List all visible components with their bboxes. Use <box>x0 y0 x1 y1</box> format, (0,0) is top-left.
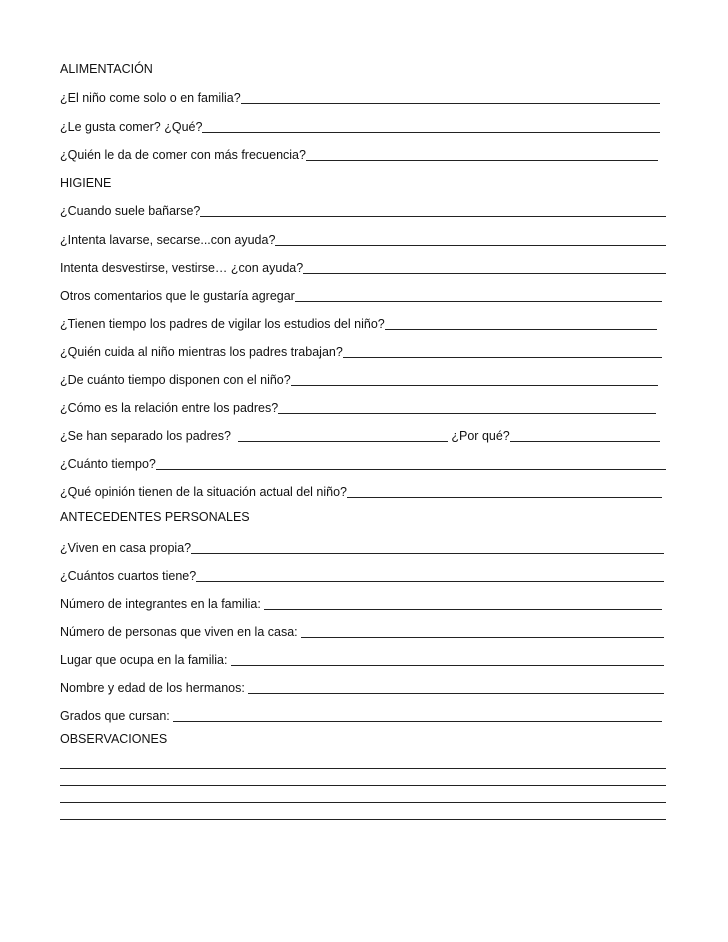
section-heading-antecedentes: ANTECEDENTES PERSONALES <box>60 510 250 524</box>
answer-line[interactable] <box>173 721 662 722</box>
question-row <box>60 453 666 471</box>
question-label: ¿Se han separado los padres? <box>60 429 238 443</box>
question-label: ¿Tienen tiempo los padres de vigilar los estudios del niño? <box>60 317 385 331</box>
answer-line-why[interactable] <box>510 441 660 442</box>
question-row <box>60 257 666 275</box>
question-label: ¿De cuánto tiempo disponen con el niño? <box>60 373 291 387</box>
question-label-why: ¿Por qué? <box>447 429 510 443</box>
question-row <box>60 200 666 218</box>
question-row <box>60 481 662 499</box>
question-row <box>60 677 664 695</box>
question-label: Número de integrantes en la familia: <box>60 597 265 611</box>
answer-line[interactable] <box>306 160 658 161</box>
question-label: Intenta desvestirse, vestirse… ¿con ayuda? <box>60 261 304 275</box>
observations-line[interactable] <box>60 819 666 820</box>
question-row <box>60 285 662 303</box>
question-label: ¿Qué opinión tienen de la situación actual del niño? <box>60 485 348 499</box>
answer-line[interactable] <box>241 103 660 104</box>
answer-line[interactable] <box>202 132 660 133</box>
answer-line[interactable] <box>301 637 664 638</box>
question-label: ¿Quién le da de comer con más frecuencia? <box>60 148 306 162</box>
question-label: ¿Viven en casa propia? <box>60 541 192 555</box>
question-label: Nombre y edad de los hermanos: <box>60 681 249 695</box>
question-row <box>60 341 662 359</box>
question-label: ¿Cómo es la relación entre los padres? <box>60 401 279 415</box>
answer-line[interactable] <box>385 329 657 330</box>
observations-line[interactable] <box>60 768 666 769</box>
answer-line[interactable] <box>343 357 662 358</box>
question-label: ¿Cuántos cuartos tiene? <box>60 569 197 583</box>
question-label: Grados que cursan: <box>60 709 174 723</box>
section-heading-observaciones: OBSERVACIONES <box>60 732 168 746</box>
question-row <box>60 116 660 134</box>
answer-line[interactable] <box>264 609 662 610</box>
question-row <box>60 593 662 611</box>
answer-line[interactable] <box>347 497 662 498</box>
answer-line[interactable] <box>156 469 666 470</box>
observations-line[interactable] <box>60 785 666 786</box>
question-row <box>60 397 656 415</box>
answer-line[interactable] <box>191 553 664 554</box>
answer-line-separated[interactable] <box>238 441 448 442</box>
section-heading-alimentacion: ALIMENTACIÓN <box>60 62 153 76</box>
answer-line[interactable] <box>303 273 666 274</box>
question-label: ¿Cuánto tiempo? <box>60 457 156 471</box>
question-row <box>60 621 664 639</box>
answer-line[interactable] <box>200 216 666 217</box>
question-row <box>60 369 658 387</box>
question-row <box>60 705 662 723</box>
answer-line[interactable] <box>196 581 664 582</box>
question-label: ¿Quién cuida al niño mientras los padres trabajan? <box>60 345 343 359</box>
question-label: Otros comentarios que le gustaría agregar <box>60 289 295 303</box>
answer-line[interactable] <box>295 301 662 302</box>
question-row <box>60 229 666 247</box>
question-row <box>60 144 658 162</box>
question-row <box>60 87 660 105</box>
question-label: ¿Cuando suele bañarse? <box>60 204 201 218</box>
answer-line[interactable] <box>275 245 666 246</box>
question-label: ¿Intenta lavarse, secarse...con ayuda? <box>60 233 276 247</box>
answer-line[interactable] <box>278 413 656 414</box>
question-row <box>60 565 664 583</box>
answer-line[interactable] <box>231 665 664 666</box>
question-row-separation <box>60 425 660 443</box>
question-row <box>60 537 664 555</box>
answer-line[interactable] <box>291 385 658 386</box>
question-row <box>60 649 664 667</box>
answer-line[interactable] <box>248 693 664 694</box>
question-row <box>60 313 657 331</box>
question-label: ¿El niño come solo o en familia? <box>60 91 241 105</box>
question-label: Número de personas que viven en la casa: <box>60 625 302 639</box>
question-label: Lugar que ocupa en la familia: <box>60 653 231 667</box>
section-heading-higiene: HIGIENE <box>60 176 112 190</box>
observations-line[interactable] <box>60 802 666 803</box>
question-label: ¿Le gusta comer? ¿Qué? <box>60 120 203 134</box>
